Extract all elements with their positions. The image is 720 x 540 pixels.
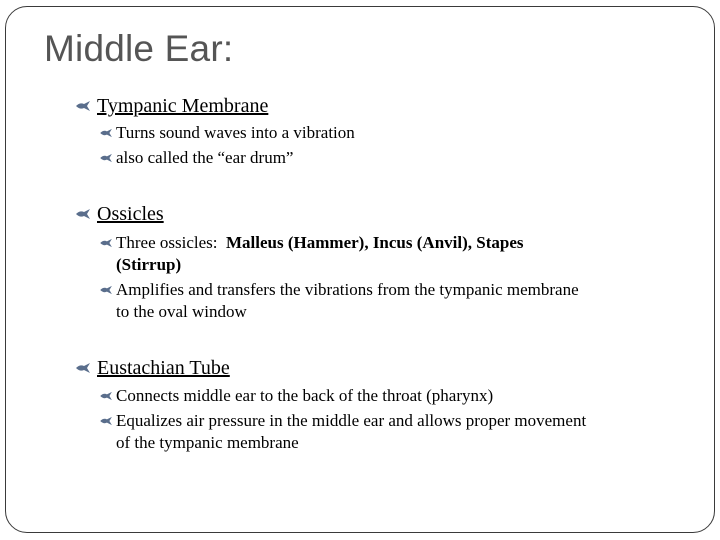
section-heading: Eustachian Tube [97,357,230,379]
point-text: Turns sound waves into a vibration [116,123,355,142]
section-eustachian-tube [76,357,230,380]
bullet-icon [76,362,91,374]
bullet-icon [100,153,113,163]
bullet-icon [100,391,113,401]
point-continuation: to the oval window [116,302,247,321]
list-item [100,147,293,169]
slide-title: Middle Ear: [44,28,234,69]
bullet-icon [76,100,91,112]
point-text: Connects middle ear to the back of the throat (pharynx) [116,386,494,405]
list-item [100,122,355,144]
list-item [100,385,493,407]
bullet-icon [100,416,113,426]
bullet-icon [100,128,113,138]
bullet-icon [100,238,113,248]
point-bold-text: Malleus (Hammer), Incus (Anvil), Stapes [226,233,524,252]
section-tympanic-membrane [76,95,268,118]
list-item [100,410,586,432]
section-ossicles [76,203,164,226]
section-heading: Tympanic Membrane [97,95,269,117]
bullet-icon [100,285,113,295]
point-text: Equalizes air pressure in the middle ear and allows proper movement [116,411,587,430]
list-item [100,279,579,301]
point-text: Amplifies and transfers the vibrations from the tympanic membrane [116,280,579,299]
point-continuation: (Stirrup) [116,255,182,274]
point-continuation: of the tympanic membrane [116,433,299,452]
section-heading: Ossicles [97,203,164,225]
point-text: Three ossicles: [116,233,226,252]
slide-frame [5,6,715,533]
point-text: also called the “ear drum” [116,148,294,167]
list-item [100,232,523,254]
bullet-icon [76,208,91,220]
